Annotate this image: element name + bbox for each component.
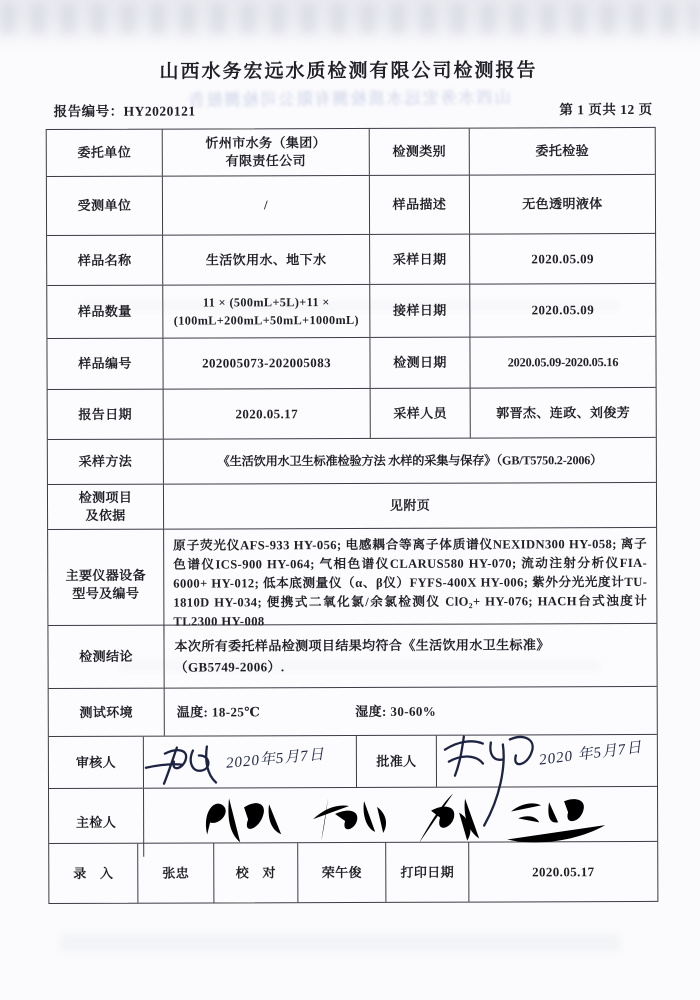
reviewer-label: 审核人: [49, 737, 144, 788]
report-date-label: 报告日期: [48, 390, 164, 439]
table-row-chief-inspector: [49, 787, 657, 844]
sample-name-value: 生活饮用水、地下水: [163, 235, 370, 285]
sample-name-label: 样品名称: [47, 236, 163, 285]
report-meta-line: [54, 98, 653, 120]
sample-qty-label: 样品数量: [47, 286, 163, 338]
report-number-label: 报告编号：: [53, 103, 124, 120]
table-row-sample-no: [47, 337, 655, 390]
sample-desc-label: 样品描述: [370, 176, 470, 234]
test-date-label: 检测日期: [370, 338, 470, 388]
test-items-value: 见附页: [389, 497, 431, 513]
table-row-conclusion: [48, 624, 656, 689]
test-type-label: 检测类别: [370, 129, 470, 175]
page-indicator: 第 1 页共 12 页: [559, 101, 653, 118]
report-number-value: HY2020121: [123, 103, 196, 119]
proofread-value: 荣午俊: [298, 843, 386, 902]
client-label: 委托单位: [47, 130, 163, 176]
print-date-value: 2020.05.17: [532, 863, 595, 879]
tested-unit-value: /: [163, 176, 370, 235]
print-date-label: 打印日期: [386, 843, 469, 902]
test-date-value: 2020.05.09-2020.05.16: [507, 355, 619, 370]
test-type-value: 委托检验: [535, 143, 590, 159]
chief-inspector-label: 主检人: [49, 789, 144, 857]
entry-value: 张忠: [138, 843, 214, 902]
report-number: [54, 100, 196, 120]
temperature-value: 温度: 18-25℃: [176, 703, 261, 720]
instruments-label: 主要仪器设备 型号及编号: [48, 530, 164, 639]
table-row-environment: [49, 687, 657, 737]
reviewer-sign-date: 2020年5月7日: [225, 746, 326, 772]
samplers-label: 采样人员: [371, 389, 471, 438]
sample-no-label: 样品编号: [47, 339, 163, 389]
bleed-through-title-ghost: 山西水务宏远水质检测有限公司检测报告: [186, 89, 511, 110]
receive-date-value: 2020.05.09: [531, 302, 595, 318]
entry-label: 录 入: [49, 844, 138, 903]
reviewer-handwritten-signature: [144, 738, 224, 786]
sample-qty-value: 11 × (500mL+5L)+11 × (100mL+200mL+50mL+1000mL): [163, 285, 370, 338]
conclusion-label: 检测结论: [48, 626, 164, 688]
tested-unit-label: 受测单位: [47, 177, 163, 235]
table-row-client: [47, 128, 655, 177]
sampling-method-label: 采样方法: [48, 440, 164, 484]
reviewer-signature-area: [144, 736, 357, 788]
table-row-sampling-method: [48, 438, 656, 485]
table-row-report-date: [48, 388, 656, 440]
approver-signature-area: [437, 735, 657, 787]
humidity-value: 湿度: 30-60%: [355, 703, 437, 719]
client-value: 忻州市水务（集团） 有限责任公司: [163, 129, 370, 176]
samplers-value: 郭晋杰、连政、刘俊芳: [496, 404, 631, 420]
receive-date-label: 接样日期: [370, 285, 470, 337]
sampling-method-value: 《生活饮用水卫生标准检验方法 水样的采集与保存》（GB/T5750.2-2006）: [217, 453, 603, 469]
approver-sign-date: 2020 年5月7日: [538, 739, 644, 769]
environment-label: 测试环境: [49, 689, 165, 736]
table-row-sample-qty: [47, 284, 655, 339]
sample-no-value: 202005073-202005083: [163, 338, 370, 389]
table-row-reviewer-approver: [49, 735, 657, 789]
page-title: 山西水务宏远水质检测有限公司检测报告: [159, 60, 538, 83]
table-row-tested-unit: [47, 175, 655, 236]
report-table: [46, 127, 659, 904]
sample-desc-value: 无色透明液体: [522, 196, 603, 212]
report-date-value: 2020.05.17: [164, 389, 371, 439]
sampling-date-value: 2020.05.09: [531, 250, 594, 266]
environment-value: [165, 687, 657, 736]
instruments-value: 原子荧光仪AFS-933 HY-056; 电感耦合等离子体质谱仪NEXIDN300 HY-058; 离子色谱仪ICS-900 HY-064; 气相色谱仪CLARUS580 HY-070; 流动注射分析仪FIA-6000+ HY-012; 低本底测量仪（α、β仪）FYFS-400X HY-006; 紫外分光光度计TU-1810D HY-034; 便携式二氧化氯/余氯检测仪 ClO₂+ HY-076; HACH台式浊度计TL2300 HY-008: [173, 536, 648, 629]
proofread-label: 校 对: [214, 843, 298, 902]
table-row-test-items: [48, 483, 656, 530]
sampling-date-label: 采样日期: [370, 235, 470, 284]
table-row-entry: [49, 842, 657, 903]
test-items-label: 检测项目 及依据: [48, 485, 164, 529]
table-row-sample-name: [47, 234, 655, 286]
conclusion-value: 本次所有委托样品检测项目结果均符合《生活饮用水卫生标准》 （GB5749-2006）.: [174, 637, 550, 675]
approver-label: 批准人: [357, 736, 437, 787]
table-row-instruments: [48, 528, 656, 629]
